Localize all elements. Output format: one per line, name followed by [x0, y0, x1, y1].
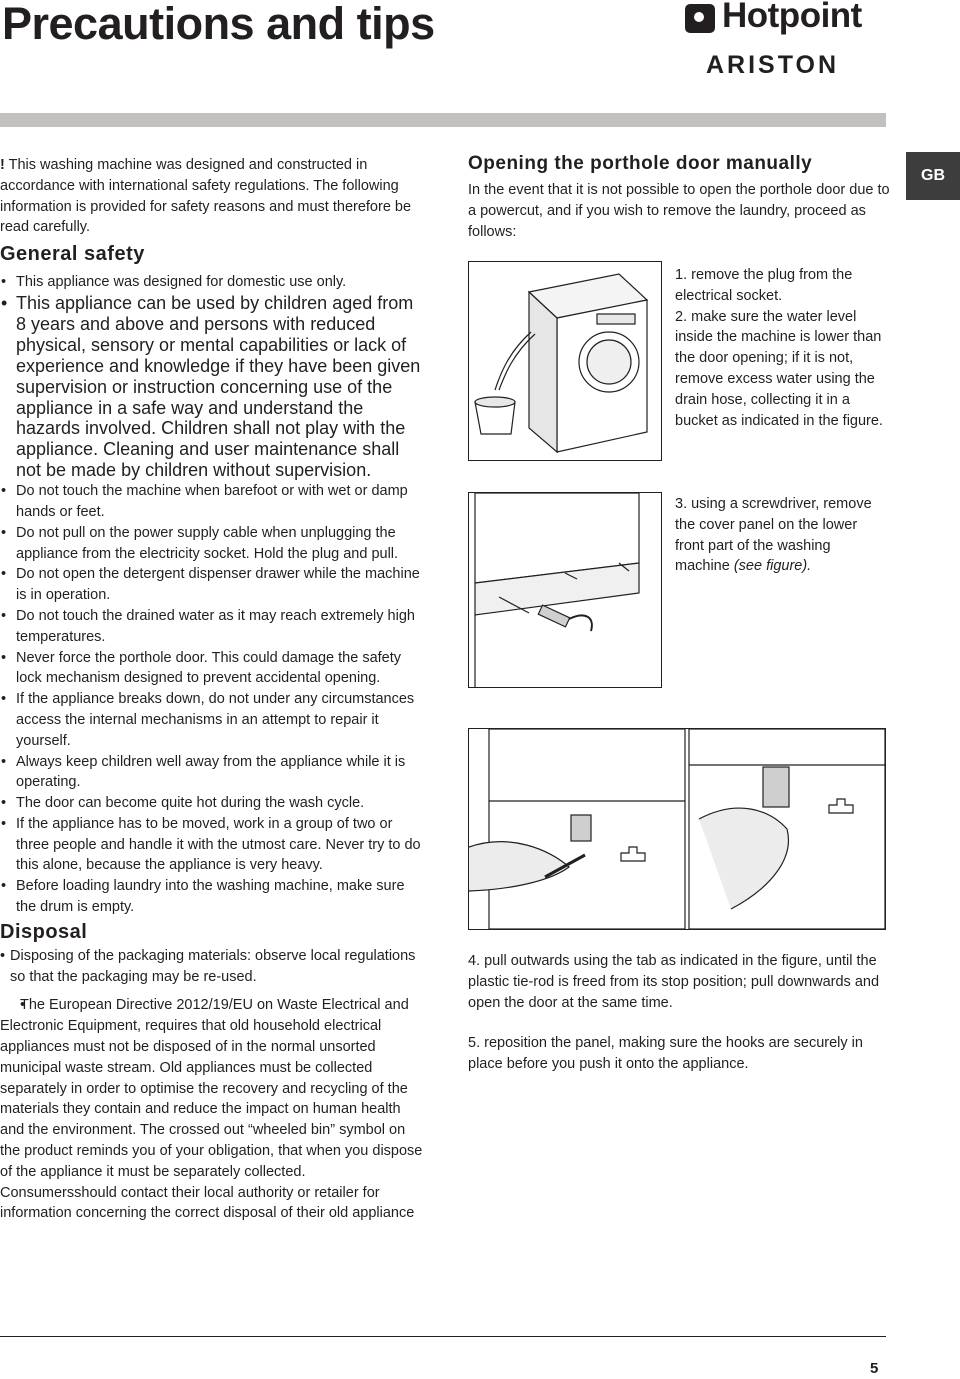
list-item: • Before loading laundry into the washing machine, make sure the drum is empty. [0, 876, 425, 918]
disposal-item: • Disposing of the packaging materials: observe local regulations so that the packaging may be re-used. [0, 946, 425, 988]
figure-reference: (see figure). [733, 558, 812, 575]
left-column [0, 155, 425, 1224]
steps-1-2 [675, 265, 885, 431]
list-item: • This appliance can be used by children aged from 8 years and above and persons with reduced physical, sensory or mental capabilities or lack of experience and knowledge if they have been given supervision or instruction concerning use of the appliance in a safe way and understand the hazards involved. Children shall not play with the appliance. Cleaning and user maintenance shall not be made by children without supervision. [0, 293, 425, 481]
general-safety-heading: General safety [0, 243, 145, 266]
steps-4-5 [468, 951, 890, 1095]
page-number: 5 [870, 1360, 879, 1377]
brand-subname: ARISTON [706, 51, 840, 79]
list-item: • Do not touch the drained water as it may reach extremely high temperatures. [0, 606, 425, 648]
step-2: 2. make sure the water level inside the machine is lower than the door opening; if it is not, remove excess water using the drain hose, collecting it in a bucket as indicated in the figure. [675, 308, 883, 429]
step-4: 4. pull outwards using the tab as indicated in the figure, until the plastic tie-rod is freed from its stop position; pull downwards and open the door at the same time. [468, 953, 880, 1011]
list-item: • Do not touch the machine when barefoot or with wet or damp hands or feet. [0, 481, 425, 523]
disposal-heading: Disposal [0, 920, 88, 943]
list-item: • This appliance was designed for domestic use only. [0, 272, 425, 293]
list-item: • Do not pull on the power supply cable when unplugging the appliance from the electricity socket. Hold the plug and pull. [0, 523, 425, 565]
step-5: 5. reposition the panel, making sure the hooks are securely in place before you push it onto the appliance. [468, 1035, 863, 1073]
brand-logo [684, 0, 884, 82]
step-3: 3. using a screwdriver, remove the cover panel on the lower front part of the washing machine (see figure). [675, 496, 872, 575]
right-column [468, 152, 890, 242]
step-1: 1. remove the plug from the electrical socket. [675, 267, 853, 304]
safety-intro: ! This washing machine was designed and constructed in accordance with international safety regulations. The following information is provided for safety reasons and must therefore be read carefully. [0, 157, 412, 236]
hotpoint-logo-icon [685, 4, 715, 33]
brand-name: Hotpoint [722, 0, 862, 35]
list-item: • Always keep children well away from the appliance while it is operating. [0, 752, 425, 794]
release-tab-illustration [469, 729, 885, 929]
list-item: • Never force the porthole door. This could damage the safety lock mechanism designed to prevent accidental opening. [0, 648, 425, 690]
porthole-heading: Opening the porthole door manually [468, 153, 813, 174]
screwdriver-panel-illustration [469, 493, 661, 687]
header-rule [0, 113, 886, 127]
disposal-item: • The European Directive 2012/19/EU on Waste Electrical and Electronic Equipment, requires that old household electrical appliances must not be disposed of in the normal unsorted municipal waste stream. Old appliances must be collected separately in order to optimise the recovery and recycling of the materials they contain and reduce the impact on human health and the environment. The crossed out “wheeled bin” symbol on the product reminds you of your obligation, that when you dispose of the appliance it must be separately collected. Consumersshould contact their local authority or retailer for information concerning the correct disposal of their old appliance [0, 995, 425, 1224]
page-title: Precautions and tips [2, 0, 435, 49]
general-safety-list [0, 272, 425, 918]
washing-machine-drain-illustration [469, 262, 661, 460]
list-item: • If the appliance has to be moved, work in a group of two or three people and handle it with the utmost care. Never try to do this alone, because the appliance is very heavy. [0, 814, 425, 876]
footer-rule [0, 1336, 886, 1337]
steps-3 [675, 494, 885, 577]
language-tab: GB [906, 152, 960, 200]
warning-mark: ! [0, 157, 5, 173]
list-item: • The door can become quite hot during the wash cycle. [0, 793, 425, 814]
drain-hose-figure [468, 261, 662, 461]
porthole-intro: In the event that it is not possible to open the porthole door due to a powercut, and if you wish to remove the laundry, proceed as follows: [468, 182, 890, 240]
list-item: • If the appliance breaks down, do not under any circumstances access the internal mechanisms in an attempt to repair it yourself. [0, 689, 425, 751]
tab-pull-figure [468, 728, 886, 930]
list-item: • Do not open the detergent dispenser drawer while the machine is in operation. [0, 564, 425, 606]
cover-panel-figure [468, 492, 662, 688]
